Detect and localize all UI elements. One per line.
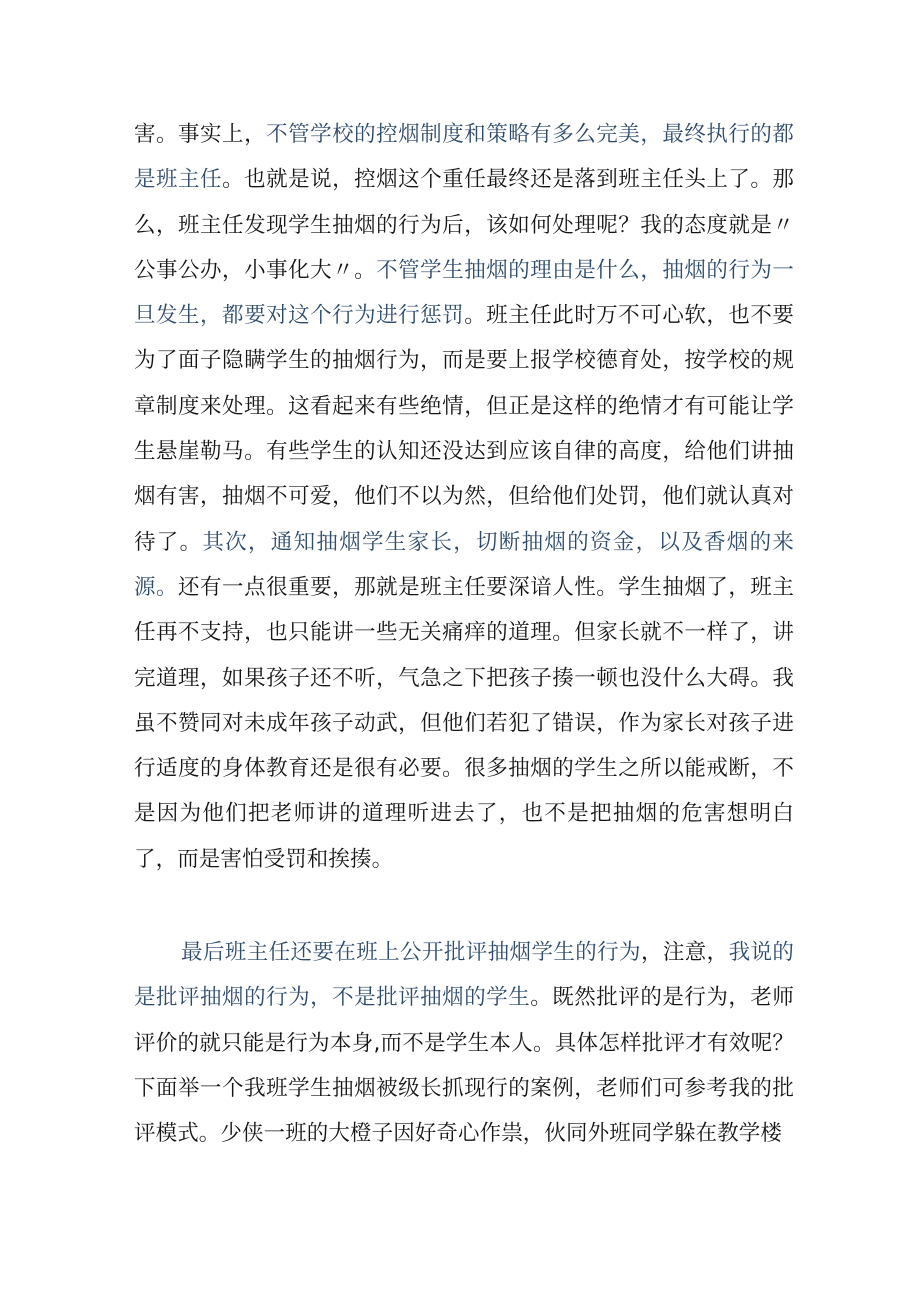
para1-seg-0: 害。事实上， [134,122,267,147]
para1-seg-1-highlight: 不管学校的控烟制度和策略有多么完美，最终执行的都是班主任 [134,122,795,193]
para1-seg-2: 。也就是说，控烟这个重任最终还是落到班主任头上了。那么，班主任发现学生抽烟的行为后，该如何处理呢？我的态度就是〃公事公办，小事化大〃。 [134,167,794,283]
para2-seg-3: 。既然批评的是行为，老师评价的就只能是行为本身,而不是学生本人。具体怎样批评才有效呢？下面举一个我班学生抽烟被级长抓现行的案例，老师们可参考我的批评模式。少侠一班的大橙子因好奇心作祟，伙同外班同学躲在教学楼 [134,985,794,1147]
para1-seg-6: 还有一点很重要，那就是班主任要深谙人性。学生抽烟了，班主任再不支持，也只能讲一些无关痛痒的道理。但家长就不一样了，讲完道理，如果孩子还不听，气急之下把孩子揍一顿也没什么大碍。我虽不赞同对未成年孩子动武，但他们若犯了错误，作为家长对孩子进行适度的身体教育还是很有必要。很多抽烟的学生之所以能戒断，不是因为他们把老师讲的道理听进去了，也不是把抽烟的危害想明白了，而是害怕受罚和挨揍。 [134,574,794,872]
para2-seg-0-highlight: 最后班主任还要在班上公开批评抽烟学生的行为 [181,940,641,965]
para2-seg-1: ，注意， [640,940,729,965]
para1-seg-3-highlight: 不管学生抽烟的理由是什么，抽烟的行为一旦发生，都要对这个行为进行惩罚 [134,257,794,329]
para1-seg-5-highlight: 其次，通知抽烟学生家长，切断抽烟的资金，以及香烟的来源。 [134,529,794,600]
para2-seg-2-highlight: 我说的是批评抽烟的行为，不是批评抽烟的学生 [134,940,794,1011]
paragraph-2 [134,930,794,1156]
para1-seg-4: 。班主任此时万不可心软，也不要为了面子隐瞒学生的抽烟行为，而是要上报学校德育处，按学校的规章制度来处理。这看起来有些绝情，但正是这样的绝情才有可能让学生悬崖勒马。有些学生的认知还没达到应该自律的高度，给他们讲抽烟有害，抽烟不可爱，他们不以为然，但给他们处罚，他们就认真对待了。 [134,303,794,555]
paragraph-1 [134,112,794,882]
